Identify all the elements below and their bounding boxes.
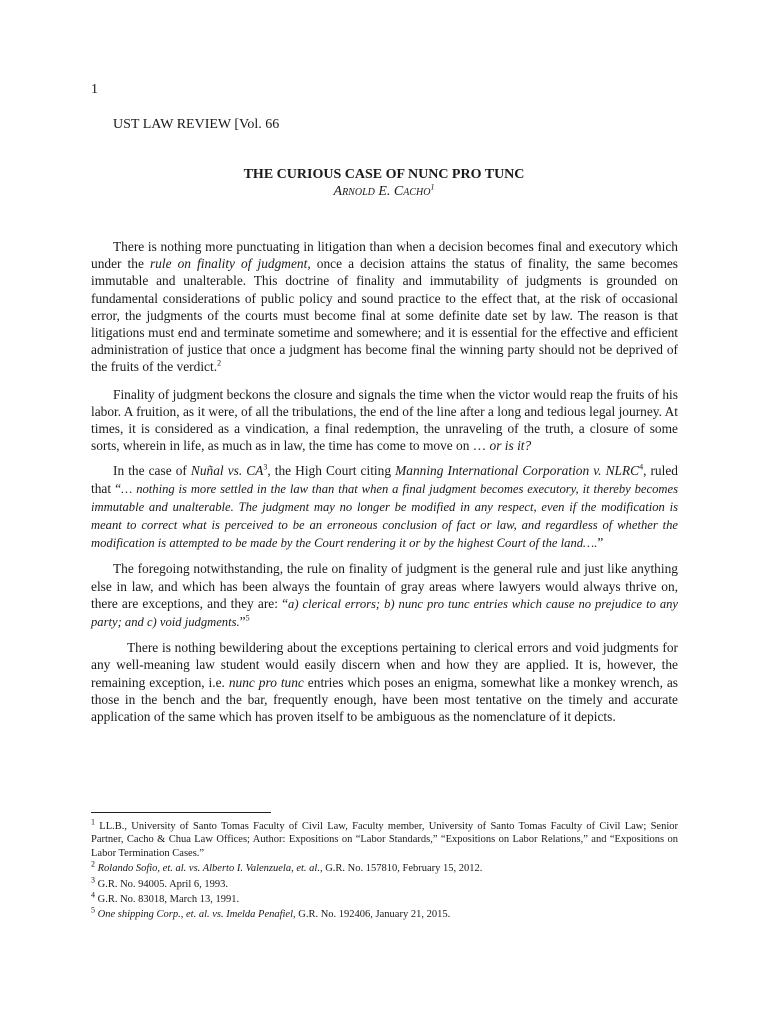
footnote-ref: 5	[245, 613, 250, 623]
footnote-case-name: Rolando Sofio, et. al. vs. Alberto I. Valenzuela, et. al.,	[97, 863, 323, 875]
paragraph-text: Finality of judgment beckons the closure and signals the time when the victor would reap the fruits of his labor. A fruition, as it were, of all the tribulations, the end of the line after a long and tedious legal journey. At times, it is considered as a vindication, a final redemption, the unraveling of the truth, a closure of some sorts, wherein in life, as much as in law, the time has come to move on …	[91, 386, 678, 454]
footnote-text: LL.B., University of Santo Tomas Faculty of Civil Law, Faculty member, University of Santo Tomas Faculty of Civil Law; Senior Partner, Cacho & Chua Law Offices; Author: Expositions on “Labor Standards,” “Expositions on Labor Relations,” and “Expositions on Labor Termination Cases.”	[91, 821, 678, 859]
footnote-mark: 4	[91, 890, 95, 900]
footnote-mark: 1	[91, 817, 95, 827]
block-quote: a) clerical errors; b) nunc pro tunc entries which cause no prejudice to any party; and c) void judgments.	[91, 596, 679, 630]
emphasis-text: nunc pro tunc	[228, 674, 304, 690]
paragraph-text: There is nothing bewildering about the exceptions pertaining to clerical errors and void judgments for any well-meaning law student would easily discern when and how they are applied. It is, however, the remaining exception, i.e.	[91, 640, 678, 690]
footnote-mark: 2	[91, 859, 95, 869]
footnote	[91, 817, 678, 860]
paragraph-text: , the High Court citing	[267, 463, 396, 479]
paragraph-text: entries which poses an enigma, somewhat like a monkey wrench, as those in the bench and the bar, frequently enough, have been most tentative on the timely and accurate application of the same which has proven itself to be ambiguous as the nomenclature of it depicts.	[91, 674, 678, 725]
footnote-text: G.R. No. 94005. April 6, 1993.	[97, 878, 229, 890]
footnote	[91, 875, 678, 891]
paragraph-text: In the case of	[113, 463, 191, 479]
footnote-ref: 2	[217, 358, 222, 368]
footnote	[91, 905, 678, 921]
footnote-ref: 1	[430, 182, 435, 192]
paragraph-text: The foregoing notwithstanding, the rule on finality of judgment is the general rule and just like anything else in law, and which has been always the fountain of gray areas where lawyers would always thrive on, there are exceptions, and they are: “	[91, 561, 678, 611]
paragraph-text: There is nothing more punctuating in litigation than when a decision becomes final and executory which under the	[91, 239, 678, 272]
page-number: 1	[91, 82, 98, 97]
paragraph-text: once a decision attains the status of finality, the same becomes immutable and unalterable. This doctrine of finality and immutability of judgments is grounded on fundamental considerations of public policy and sound practice to the effect that, at the risk of occasional error, the judgments of the courts must become final at some definite date set by law. The reason is that litigations must end and terminate sometime and somewhere; and it is essential for the effective and efficient administration of justice that once a judgment has become final the winning party should not be deprived of the fruits of the verdict.	[91, 256, 679, 375]
footnote-text: G.R. No. 83018, March 13, 1991.	[97, 894, 240, 906]
footnote	[91, 859, 678, 875]
footnote-ref: 3	[263, 462, 268, 472]
emphasis-text: or is it?	[489, 438, 532, 454]
article-body	[91, 238, 678, 733]
running-head: UST LAW REVIEW [Vol. 66	[113, 117, 280, 132]
article-title: THE CURIOUS CASE OF NUNC PRO TUNC	[243, 167, 525, 182]
emphasis-text: rule on finality of judgment,	[149, 256, 311, 272]
author-line	[0, 184, 768, 200]
author-name: Arnold E. Cacho	[333, 184, 431, 199]
footnotes	[91, 817, 678, 924]
paragraph	[91, 560, 678, 631]
paragraph-text: ”	[597, 535, 604, 551]
footnote	[91, 890, 678, 906]
paragraph-text: ”	[239, 614, 246, 630]
case-name: Nuñal vs. CA	[190, 463, 264, 479]
footnote-mark: 5	[91, 905, 95, 915]
footnote-text: G.R. No. 192406, January 21, 2015.	[295, 909, 451, 921]
footnote-divider	[91, 812, 271, 813]
paragraph	[91, 238, 678, 376]
case-name: Manning International Corporation v. NLRC	[395, 463, 640, 479]
footnote-text: G.R. No. 157810, February 15, 2012.	[322, 863, 483, 875]
footnote-ref: 4	[639, 462, 644, 472]
footnote-case-name: One shipping Corp., et. al. vs. Imelda Penafiel,	[97, 909, 296, 921]
paragraph	[91, 462, 678, 552]
paragraph-text: , ruled that “	[91, 463, 678, 496]
paragraph	[91, 639, 678, 725]
paragraph	[91, 386, 678, 455]
footnote-mark: 3	[91, 875, 95, 885]
block-quote: … nothing is more settled in the law than that when a final judgment becomes executory, it thereby becomes immutable and unalterable. The judgment may no longer be modified in any respect, even if the modification is meant to correct what is perceived to be an erroneous conclusion of fact or law, and regardless of whether the modification is attempted to be made by the Court rendering it or by the highest Court of the land….	[91, 481, 678, 551]
